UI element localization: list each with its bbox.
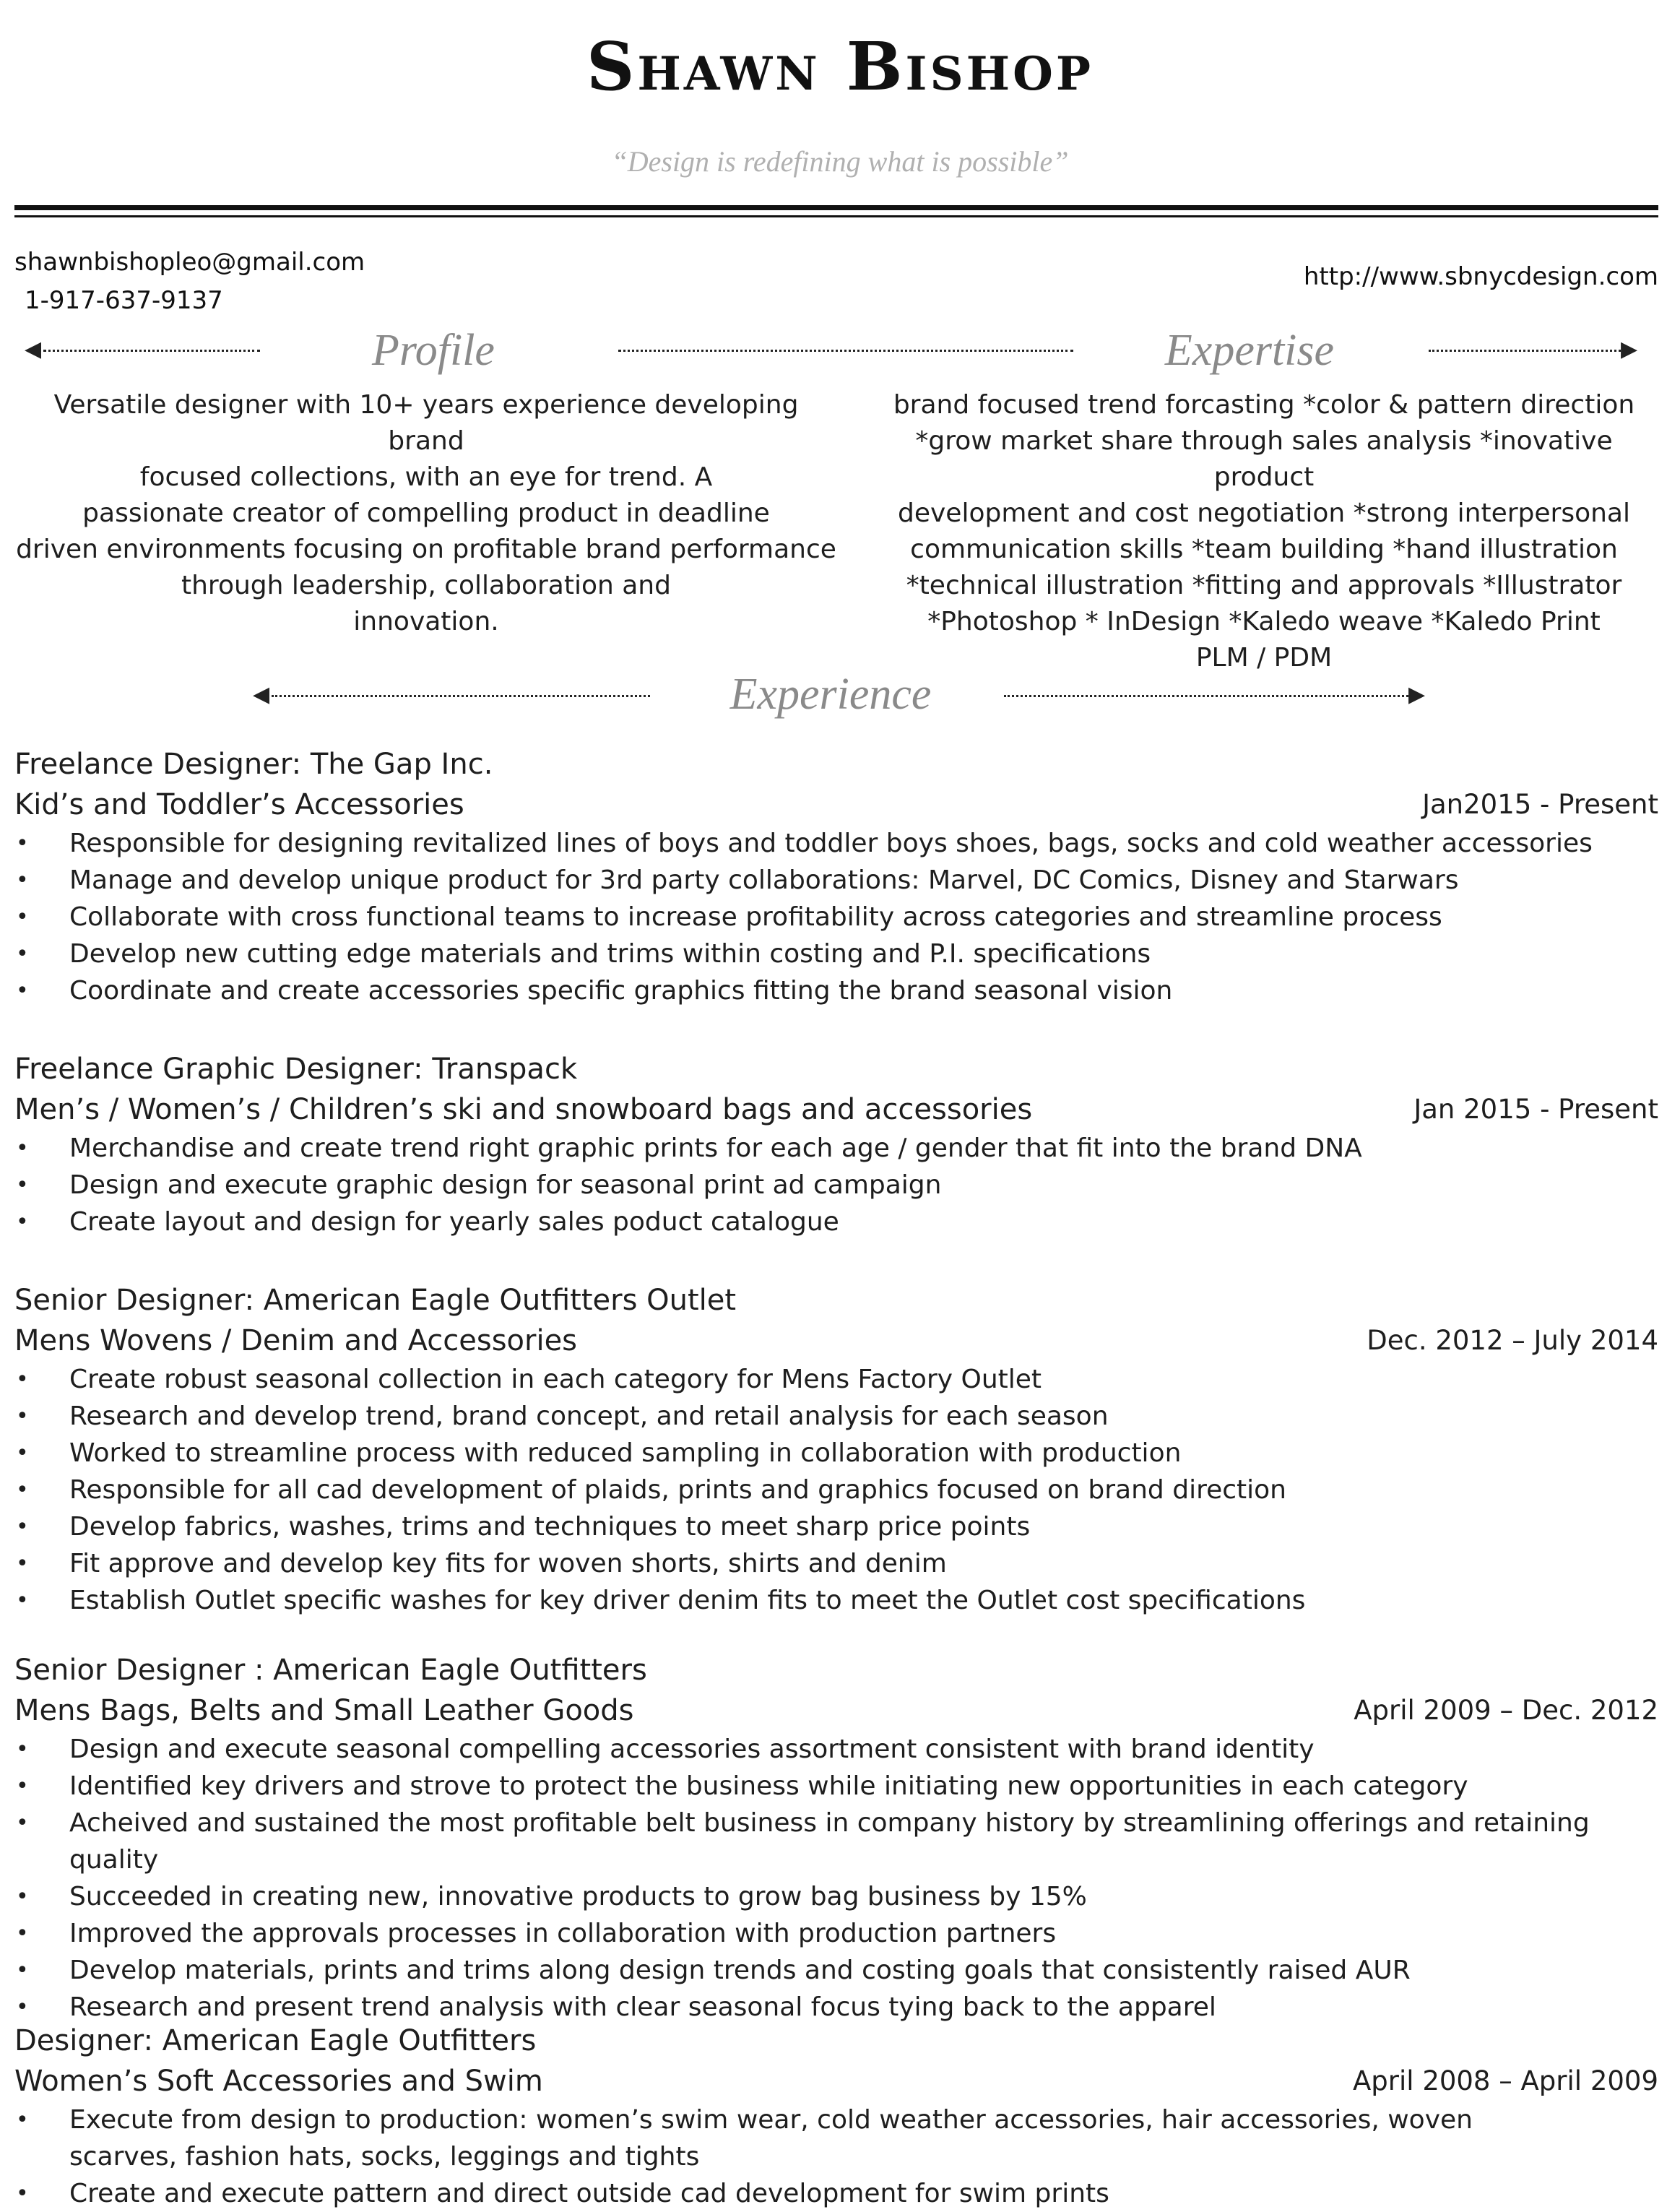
website-link[interactable]: http://www.sbnycdesign.com <box>1303 262 1658 291</box>
profile-text <box>14 387 838 640</box>
bullet-item: • Establish Outlet specific washes for key driver denim fits to meet the Outlet cost specifications <box>14 1582 1658 1619</box>
tagline-quote: “Design is redefining what is possible” <box>611 145 1069 178</box>
dotted-divider <box>1004 695 1408 697</box>
bullet-item: • Acheived and sustained the most profitable belt business in company history by streamlining offerings and retaining quality <box>14 1805 1658 1878</box>
job-dates: Dec. 2012 – July 2014 <box>1367 1325 1658 1356</box>
job-dates: April 2009 – Dec. 2012 <box>1354 1695 1658 1726</box>
job-subtitle-row <box>14 1321 1658 1361</box>
job-title: Senior Designer : American Eagle Outfitters <box>14 1654 647 1687</box>
bullet-item: • Succeeded in creating new, innovative products to grow bag business by 15% <box>14 1878 1658 1915</box>
expertise-line: development and cost negotiation *strong interpersonal <box>897 498 1630 528</box>
job-title: Freelance Designer: The Gap Inc. <box>14 748 493 781</box>
job-subtitle: Mens Bags, Belts and Small Leather Goods <box>14 1694 634 1727</box>
profile-line: Versatile designer with 10+ years experience developing brand <box>53 390 799 456</box>
expertise-line: PLM / PDM <box>1195 643 1333 673</box>
bullet-item: • Responsible for designing revitalized lines of boys and toddler boys shoes, bags, socks and cold weather accessories <box>14 825 1658 862</box>
bullet-item: • Develop fabrics, washes, trims and techniques to meet sharp price points <box>14 1508 1658 1545</box>
profile-line: focused collections, with an eye for trend. A <box>139 462 713 492</box>
dotted-divider <box>1429 350 1621 352</box>
dotted-divider <box>43 350 260 352</box>
bullet-item: • Worked to streamline process with reduced sampling in collaboration with production <box>14 1435 1658 1472</box>
job-title: Designer: American Eagle Outfitters <box>14 2024 537 2057</box>
profile-line: driven environments focusing on profitable brand performance <box>16 535 836 564</box>
bullet-item: • Responsible for all cad development of plaids, prints and graphics focused on brand direction <box>14 1472 1658 1508</box>
job-subtitle-row <box>14 1089 1658 1130</box>
job-entry <box>14 1049 1658 1240</box>
job-dates: Jan2015 - Present <box>1422 789 1658 820</box>
job-subtitle: Kid’s and Toddler’s Accessories <box>14 788 464 821</box>
email-link[interactable]: shawnbishopleo@gmail.com <box>14 248 365 277</box>
bullet-item: • Identified key drivers and strove to protect the business while initiating new opportunities in each category <box>14 1768 1658 1805</box>
experience-heading: Experience <box>729 670 932 719</box>
resume-name: Shawn Bishop <box>586 27 1094 105</box>
profile-line: through leadership, collaboration and <box>181 571 671 600</box>
expertise-text <box>867 387 1661 676</box>
job-dates: Jan 2015 - Present <box>1413 1094 1658 1125</box>
bullet-item: • Design and execute graphic design for seasonal print ad campaign <box>14 1167 1658 1204</box>
bullet-item: • Fit approve and develop key fits for woven shorts, shirts and denim <box>14 1545 1658 1582</box>
expertise-line: brand focused trend forcasting *color & pattern direction <box>893 390 1635 420</box>
job-bullets <box>14 1731 1658 2026</box>
job-title: Senior Designer: American Eagle Outfitters Outlet <box>14 1284 737 1317</box>
job-entry <box>14 744 1658 1009</box>
job-subtitle-row <box>14 785 1658 825</box>
bullet-item: • Create robust seasonal collection in each category for Mens Factory Outlet <box>14 1361 1658 1398</box>
arrow-right-icon: ▶ <box>1621 337 1638 362</box>
bullet-item: • Develop materials, prints and trims along design trends and costing goals that consistently raised AUR <box>14 1952 1658 1989</box>
profile-line: innovation. <box>353 607 499 636</box>
bullet-item: • Develop new cutting edge materials and trims within costing and P.I. specifications <box>14 936 1658 972</box>
arrow-left-icon: ◀ <box>253 682 270 707</box>
header-rule-thin <box>14 215 1658 217</box>
job-bullets <box>14 825 1658 1009</box>
expertise-line: communication skills *team building *hand illustration <box>910 535 1618 564</box>
arrow-left-icon: ◀ <box>25 337 42 362</box>
expertise-line: *grow market share through sales analysis *inovative product <box>915 426 1613 492</box>
expertise-line: *technical illustration *fitting and approvals *Illustrator <box>906 571 1622 600</box>
bullet-item: • Execute from design to production: women’s swim wear, cold weather accessories, hair accessories, woven scarves, fashion hats, socks, leggings and tights <box>14 2101 1553 2175</box>
job-subtitle: Mens Wovens / Denim and Accessories <box>14 1324 578 1357</box>
bullet-item: • Research and present trend analysis with clear seasonal focus tying back to the apparel <box>14 1989 1658 2026</box>
header-rule-thick <box>14 205 1658 210</box>
job-bullets <box>14 1130 1658 1240</box>
bullet-item: • Design and execute seasonal compelling accessories assortment consistent with brand identity <box>14 1731 1658 1768</box>
bullet-item: • Merchandise and create trend right graphic prints for each age / gender that fit into the brand DNA <box>14 1130 1658 1167</box>
job-entry <box>14 2021 1658 2212</box>
job-subtitle-row <box>14 1690 1658 1731</box>
bullet-item: • Coordinate and create accessories specific graphics fitting the brand seasonal vision <box>14 972 1658 1009</box>
expertise-heading: Expertise <box>1164 326 1335 375</box>
bullet-item: • Collaborate with cross functional teams to increase profitability across categories and streamline process <box>14 899 1658 936</box>
job-title: Freelance Graphic Designer: Transpack <box>14 1053 578 1086</box>
bullet-item: • Research and develop trend, brand concept, and retail analysis for each season <box>14 1398 1658 1435</box>
dotted-divider <box>272 695 650 697</box>
profile-heading: Profile <box>372 326 495 375</box>
bullet-item: • Manage and develop unique product for 3rd party collaborations: Marvel, DC Comics, Disney and Starwars <box>14 862 1658 899</box>
job-dates: April 2008 – April 2009 <box>1352 2065 1658 2096</box>
profile-line: passionate creator of compelling product in deadline <box>82 498 770 528</box>
job-subtitle: Women’s Soft Accessories and Swim <box>14 2065 543 2098</box>
job-bullets <box>14 2101 1553 2212</box>
job-subtitle-row <box>14 2061 1658 2101</box>
dotted-divider <box>618 350 1073 352</box>
bullet-item: • Create layout and design for yearly sales poduct catalogue <box>14 1204 1658 1240</box>
job-entry <box>14 1650 1658 2026</box>
job-entry <box>14 1280 1658 1619</box>
arrow-right-icon: ▶ <box>1408 682 1426 707</box>
bullet-item: • Improved the approvals processes in collaboration with production partners <box>14 1915 1658 1952</box>
job-bullets <box>14 1361 1658 1619</box>
job-subtitle: Men’s / Women’s / Children’s ski and snowboard bags and accessories <box>14 1093 1033 1126</box>
bullet-item: • Create and execute pattern and direct outside cad development for swim prints <box>14 2175 1553 2212</box>
expertise-line: *Photoshop * InDesign *Kaledo weave *Kaledo Print <box>927 607 1601 636</box>
phone-number: 1-917-637-9137 <box>25 286 223 315</box>
